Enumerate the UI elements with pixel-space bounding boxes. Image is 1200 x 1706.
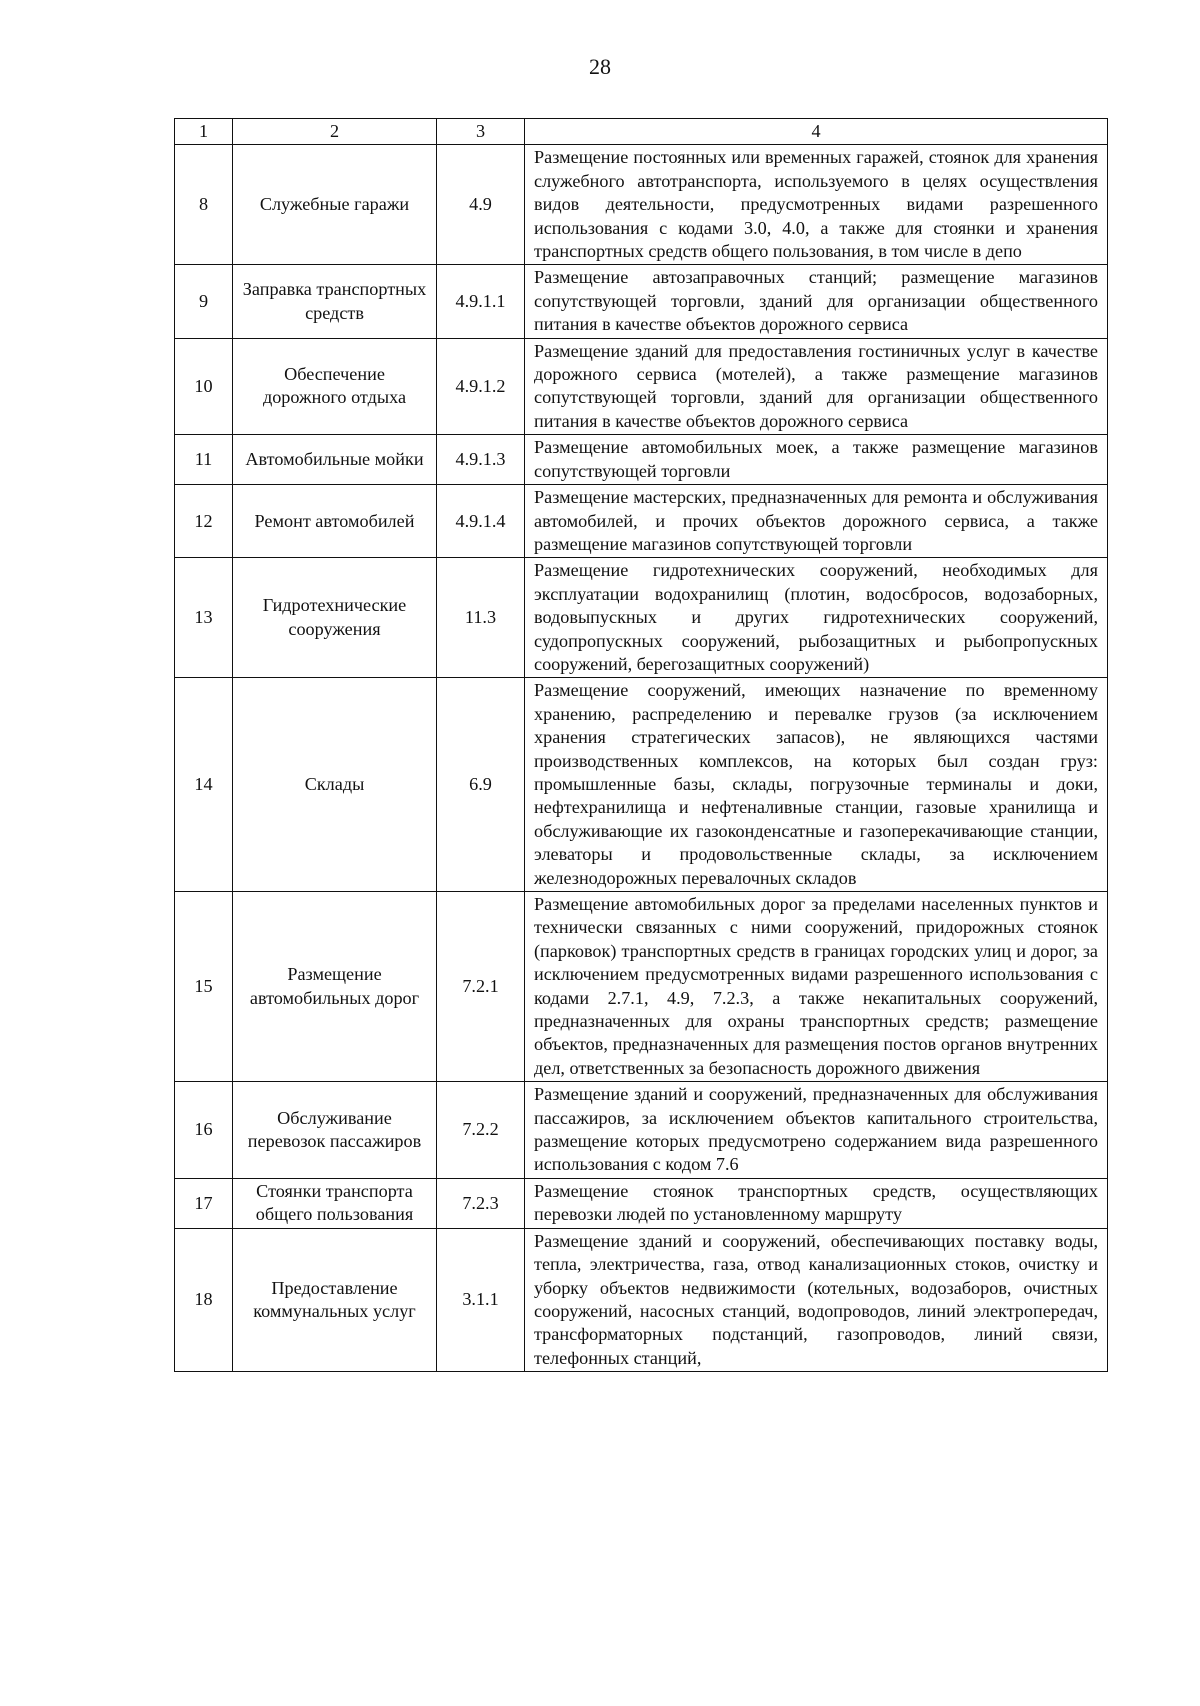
use-type-code: 4.9.1.3 [437,435,525,485]
table-row [175,338,1108,435]
row-number: 13 [175,558,233,678]
use-type-name: Обеспечение дорожного отдыха [233,338,437,435]
use-type-description: Размещение автомобильных моек, а также размещение магазинов сопутствующей торговли [525,435,1108,485]
use-type-code: 11.3 [437,558,525,678]
use-type-name: Автомобильные мойки [233,435,437,485]
row-number: 9 [175,265,233,338]
use-type-description: Размещение автозаправочных станций; размещение магазинов сопутствующей торговли, зданий для организации общественного питания в качестве объектов дорожного сервиса [525,265,1108,338]
row-number: 17 [175,1178,233,1228]
row-number: 8 [175,145,233,265]
use-type-description: Размещение автомобильных дорог за пределами населенных пунктов и технически связанных с ними сооружений, придорожных стоянок (парковок) транспортных средств в границах городских улиц и дорог, за исключением предусмотренных видами разрешенного использования с кодами 2.7.1, 4.9, 7.2.3, а также некапитальных сооружений, предназначенных для охраны транспортных средств; размещение объектов, предназначенных для размещения постов органов внутренних дел, ответственных за безопасность дорожного движения [525,892,1108,1082]
row-number: 15 [175,892,233,1082]
use-type-description: Размещение зданий и сооружений, предназначенных для обслуживания пассажиров, за исключением объектов капитального строительства, размещение которых предусмотрено содержанием вида разрешенного использования с кодом 7.6 [525,1082,1108,1179]
use-type-code: 3.1.1 [437,1228,525,1371]
use-type-code: 4.9.1.4 [437,485,525,558]
use-type-name: Гидротехнические сооружения [233,558,437,678]
use-type-name: Обслуживание перевозок пассажиров [233,1082,437,1179]
use-type-code: 7.2.3 [437,1178,525,1228]
table-row [175,435,1108,485]
use-type-description: Размещение гидротехнических сооружений, необходимых для эксплуатации водохранилищ (плотин, водосбросов, водозаборных, водовыпускных и других гидротехнических сооружений, судопропускных сооружений, рыбозащитных и рыбопропускных сооружений, берегозащитных сооружений) [525,558,1108,678]
use-type-description: Размещение зданий и сооружений, обеспечивающих поставку воды, тепла, электричества, газа, отвод канализационных стоков, очистку и уборку объектов недвижимости (котельных, водозаборов, очистных сооружений, насосных станций, водопроводов, линий электропередач, трансформаторных подстанций, газопроводов, линий связи, телефонных станций, [525,1228,1108,1371]
table-row [175,678,1108,892]
row-number: 16 [175,1082,233,1179]
page-number: 28 [589,54,611,79]
use-type-name: Склады [233,678,437,892]
row-number: 14 [175,678,233,892]
use-type-description: Размещение зданий для предоставления гостиничных услуг в качестве дорожного сервиса (мотелей), а также размещение магазинов сопутствующей торговли, зданий для организации общественного питания в качестве объектов дорожного сервиса [525,338,1108,435]
use-type-name: Ремонт автомобилей [233,485,437,558]
use-type-name: Стоянки транспорта общего пользования [233,1178,437,1228]
use-type-description: Размещение постоянных или временных гаражей, стоянок для хранения служебного автотранспорта, используемого в целях осуществления видов деятельности, предусмотренных видами разрешенного использования с кодами 3.0, 4.0, а также для стоянки и хранения транспортных средств общего пользования, в том числе в депо [525,145,1108,265]
use-type-code: 4.9 [437,145,525,265]
row-number: 11 [175,435,233,485]
use-type-name: Заправка транспортных средств [233,265,437,338]
table-row [175,265,1108,338]
use-type-code: 7.2.1 [437,892,525,1082]
table-row [175,1178,1108,1228]
column-header-4: 4 [525,119,1108,145]
land-use-table [174,118,1108,1372]
column-header-1: 1 [175,119,233,145]
row-number: 12 [175,485,233,558]
table-row [175,145,1108,265]
use-type-code: 7.2.2 [437,1082,525,1179]
use-type-name: Предоставление коммунальных услуг [233,1228,437,1371]
use-type-description: Размещение сооружений, имеющих назначение по временному хранению, распределению и перевалке грузов (за исключением хранения стратегических запасов), не являющихся частями производственных комплексов, на которых был создан груз: промышленные базы, склады, погрузочные терминалы и доки, нефтехранилища и нефтеналивные станции, газовые хранилища и обслуживающие их газоконденсатные и газоперекачивающие станции, элеваторы и продовольственные склады, за исключением железнодорожных перевалочных складов [525,678,1108,892]
column-header-3: 3 [437,119,525,145]
column-header-2: 2 [233,119,437,145]
use-type-code: 4.9.1.2 [437,338,525,435]
table-row [175,485,1108,558]
use-type-name: Размещение автомобильных дорог [233,892,437,1082]
use-type-name: Служебные гаражи [233,145,437,265]
use-type-description: Размещение мастерских, предназначенных для ремонта и обслуживания автомобилей, и прочих объектов дорожного сервиса, а также размещение магазинов сопутствующей торговли [525,485,1108,558]
use-type-description: Размещение стоянок транспортных средств, осуществляющих перевозки людей по установленному маршруту [525,1178,1108,1228]
use-type-code: 4.9.1.1 [437,265,525,338]
table-header-row [175,119,1108,145]
row-number: 18 [175,1228,233,1371]
use-type-code: 6.9 [437,678,525,892]
table-row [175,1082,1108,1179]
table-row [175,1228,1108,1371]
table-row [175,892,1108,1082]
row-number: 10 [175,338,233,435]
table-row [175,558,1108,678]
